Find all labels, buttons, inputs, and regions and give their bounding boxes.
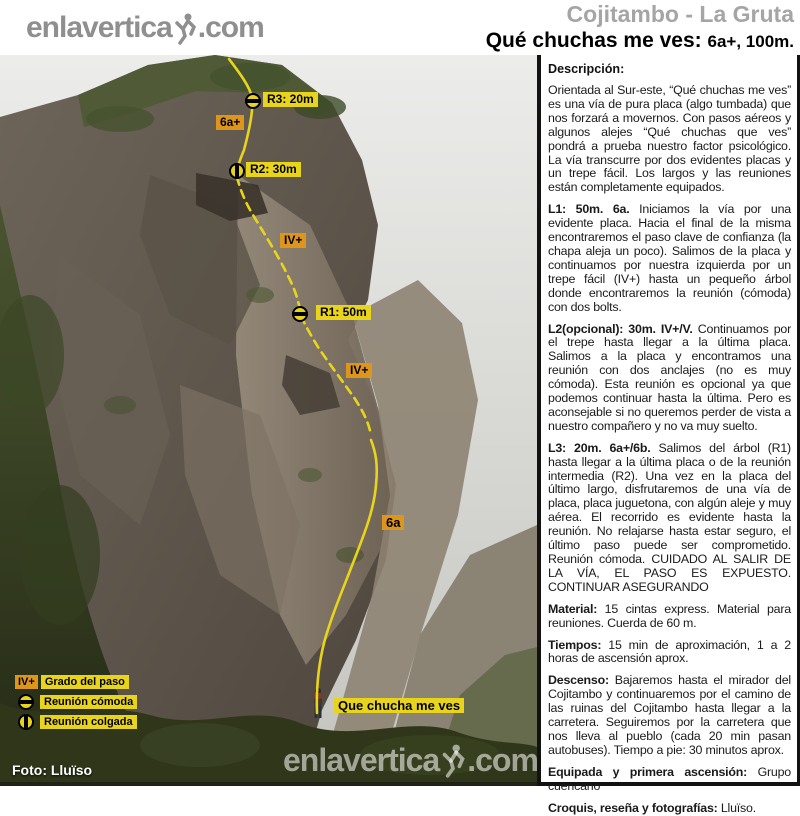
legend-reunion-comoda-icon (18, 694, 34, 710)
grade-label-iv-upper: IV+ (280, 233, 306, 248)
legend-grade-badge: IV+ (15, 675, 38, 689)
site-logo-tld: .com (197, 11, 264, 44)
paragraph: Equipada y primera ascensión: Grupo cuencano (548, 764, 791, 793)
route-segment-upper (229, 59, 252, 169)
reunion-comoda-icon-r1 (292, 306, 308, 322)
route-title-name: Qué chuchas me ves: (485, 29, 702, 52)
photo-credit: Foto: Lluïso (12, 762, 93, 778)
header (0, 0, 800, 55)
route-photo (0, 55, 537, 786)
info-panel (537, 55, 800, 815)
paragraph: L2(opcional): 30m. IV+/V. Continuamos por el trepe hasta llegar a la última placa. Salimos a la placa y encontramos una reunión con dos anclajes (no es muy cómoda). Esta reunión es opcional ya que podemos continuar hasta la última. Pero es aconsejable si no queremos perder de vista a nuestro compañero y no va muy suelto. (548, 321, 792, 433)
belay-label-r2: R2: 30m (246, 162, 301, 177)
location-title: Cojitambo - La Gruta (566, 1, 794, 27)
grade-label-6a-plus: 6a+ (216, 115, 244, 130)
paragraph: Material: 15 cintas express. Material para reuniones. Cuerda de 60 m. (548, 601, 791, 630)
legend-grade-label: Grado del paso (41, 675, 129, 689)
climber-icon (173, 12, 197, 46)
reunion-colgada-icon-r2 (229, 163, 245, 179)
paragraph: Descenso: Bajaremos hasta el mirador del Cojitambo y continuaremos por el camino de las ruinas del Cojitambo hasta llegar a la carretera. Seguiremos por la carretera que nos lleva al pueblo (cada 20 min pasan autobuses). Tiempo a pie: 30 minutos aprox. (548, 673, 791, 757)
watermark-logo (283, 743, 538, 777)
belay-label-r3: R3: 20m (263, 92, 318, 107)
paragraph: Tiempos: 15 min de aproximación, 1 a 2 horas de ascensión aprox. (548, 637, 791, 666)
route-grade-length: 6a+, 100m. (707, 32, 794, 51)
route-name-label: Que chucha me ves (334, 698, 464, 713)
legend-row-comoda (15, 694, 137, 710)
site-logo-text: enlavertica (26, 11, 172, 44)
legend-row-grade (15, 675, 129, 689)
paragraph: L3: 20m. 6a+/6b. Salimos del árbol (R1) hasta llegar a la última placa o de la reunión intermedia (R2). Una vez en la placa del último largo, disfrutaremos de una vía de placa, placa juguetona, con algún aleje y muy aérea. El recorrido es evidente hasta la reunión. No relajarse hasta estar seguro, el último paso puede ser comprometido. Reunión cómoda. CUIDADO AL SALIR DE LA VÍA, EL PASO ES EXPUESTO. CONTINUAR ASEGURANDO (548, 440, 791, 594)
grade-label-6a: 6a (382, 515, 404, 530)
reunion-comoda-icon-r3 (245, 93, 261, 109)
legend-comoda-label: Reunión cómoda (40, 695, 137, 709)
belay-label-r1: R1: 50m (316, 305, 371, 320)
climber-icon (440, 743, 466, 779)
grade-label-iv-lower: IV+ (346, 363, 372, 378)
legend-row-colgada (15, 714, 137, 730)
route-description (548, 84, 791, 816)
route-title (486, 28, 794, 54)
watermark-text: enlavertica (283, 742, 440, 778)
legend-reunion-colgada-icon (18, 714, 34, 730)
site-logo (26, 12, 264, 44)
header-titles (486, 1, 794, 54)
route-segment-lower (317, 440, 377, 713)
paragraph: Croquis, reseña y fotografías: Lluïso. (548, 800, 756, 815)
paragraph: L1: 50m. 6a. Iniciamos la vía por una evidente placa. Hacia el final de la misma encontraremos el paso clave de confianza (la chapa aleja un poco). Salimos de la placa y continuamos por nuestra izquierda por un trepe fácil (IV+) hasta un pequeño árbol donde encontraremos la reunión (cómoda) con dos bolts. (548, 202, 792, 314)
description-heading: Descripción: (548, 62, 625, 76)
paragraph: Orientada al Sur-este, “Qué chuchas me ves” es una vía de pura placa (algo tumbada) que nos forzará a movernos. Con pasos aéreos y algunos alejes “Qué chuchas que ves” pondrá a prueba nuestro factor psicológico. La vía transcurre por dos evidentes placas y un trepe fácil. Los largos y las reuniones están completamente equipados. (548, 83, 791, 195)
watermark-tld: .com (467, 742, 538, 778)
legend-colgada-label: Reunión colgada (40, 715, 137, 729)
